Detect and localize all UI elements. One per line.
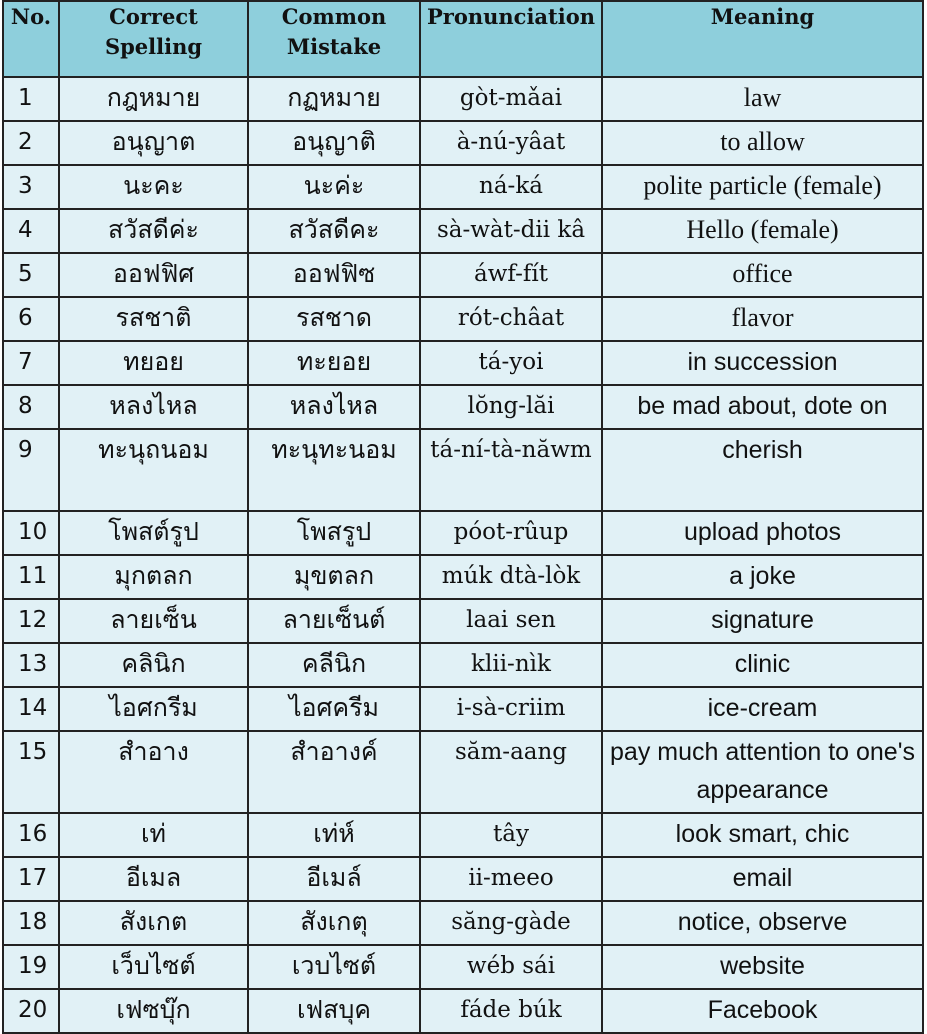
cell-correct-spelling: ออฟฟิศ <box>59 253 248 297</box>
cell-pronunciation: múk dtà-lòk <box>420 555 602 599</box>
header-no: No. <box>3 1 59 77</box>
header-correct-spelling: Correct Spelling <box>59 1 248 77</box>
cell-meaning: cherish <box>602 429 923 511</box>
table-row <box>3 731 923 813</box>
cell-meaning: signature <box>602 599 923 643</box>
cell-meaning: flavor <box>602 297 923 341</box>
cell-no: 14 <box>3 687 59 731</box>
cell-correct-spelling: สวัสดีค่ะ <box>59 209 248 253</box>
cell-correct-spelling: สำอาง <box>59 731 248 813</box>
cell-common-mistake: เท่ห์ <box>248 813 420 857</box>
table-row <box>3 165 923 209</box>
cell-no: 13 <box>3 643 59 687</box>
cell-pronunciation: klii-nìk <box>420 643 602 687</box>
cell-correct-spelling: ไอศกรีม <box>59 687 248 731</box>
cell-common-mistake: ลายเซ็นต์ <box>248 599 420 643</box>
cell-meaning: law <box>602 77 923 121</box>
cell-meaning: be mad about, dote on <box>602 385 923 429</box>
cell-correct-spelling: รสชาติ <box>59 297 248 341</box>
table-row <box>3 901 923 945</box>
cell-meaning: clinic <box>602 643 923 687</box>
cell-pronunciation: săng-gàde <box>420 901 602 945</box>
cell-correct-spelling: ลายเซ็น <box>59 599 248 643</box>
cell-common-mistake: ทะยอย <box>248 341 420 385</box>
cell-common-mistake: ออฟฟิซ <box>248 253 420 297</box>
cell-meaning: upload photos <box>602 511 923 555</box>
cell-correct-spelling: อนุญาต <box>59 121 248 165</box>
cell-common-mistake: สวัสดีคะ <box>248 209 420 253</box>
table-row <box>3 599 923 643</box>
cell-meaning: a joke <box>602 555 923 599</box>
table-row <box>3 643 923 687</box>
cell-meaning: ice-cream <box>602 687 923 731</box>
cell-meaning: pay much attention to one's appearance <box>602 731 923 813</box>
table-row <box>3 511 923 555</box>
thai-spelling-table <box>2 0 924 1034</box>
cell-common-mistake: สำอางค์ <box>248 731 420 813</box>
cell-common-mistake: เฟสบุค <box>248 989 420 1033</box>
cell-common-mistake: กฏหมาย <box>248 77 420 121</box>
cell-no: 19 <box>3 945 59 989</box>
cell-pronunciation: tá-yoi <box>420 341 602 385</box>
cell-no: 9 <box>3 429 59 511</box>
cell-meaning: look smart, chic <box>602 813 923 857</box>
table-row <box>3 341 923 385</box>
cell-pronunciation: ná-ká <box>420 165 602 209</box>
cell-common-mistake: เวบไซต์ <box>248 945 420 989</box>
cell-common-mistake: โพสรูป <box>248 511 420 555</box>
cell-no: 2 <box>3 121 59 165</box>
cell-no: 11 <box>3 555 59 599</box>
cell-meaning: polite particle (female) <box>602 165 923 209</box>
cell-pronunciation: săm-aang <box>420 731 602 813</box>
cell-meaning: to allow <box>602 121 923 165</box>
cell-pronunciation: tây <box>420 813 602 857</box>
cell-meaning: website <box>602 945 923 989</box>
cell-pronunciation: gòt-mǎai <box>420 77 602 121</box>
header-common-mistake: Common Mistake <box>248 1 420 77</box>
cell-correct-spelling: นะคะ <box>59 165 248 209</box>
cell-pronunciation: áwf-fít <box>420 253 602 297</box>
cell-correct-spelling: มุกตลก <box>59 555 248 599</box>
cell-correct-spelling: โพสต์รูป <box>59 511 248 555</box>
cell-no: 5 <box>3 253 59 297</box>
cell-correct-spelling: หลงไหล <box>59 385 248 429</box>
cell-no: 8 <box>3 385 59 429</box>
table-row <box>3 253 923 297</box>
cell-meaning: email <box>602 857 923 901</box>
table-row <box>3 385 923 429</box>
cell-no: 6 <box>3 297 59 341</box>
table-row <box>3 429 923 511</box>
table-row <box>3 857 923 901</box>
table-row <box>3 989 923 1033</box>
cell-pronunciation: ii-meeo <box>420 857 602 901</box>
cell-correct-spelling: ทะนุถนอม <box>59 429 248 511</box>
table-row <box>3 813 923 857</box>
cell-meaning: office <box>602 253 923 297</box>
cell-pronunciation: à-nú-yâat <box>420 121 602 165</box>
cell-pronunciation: rót-châat <box>420 297 602 341</box>
cell-no: 1 <box>3 77 59 121</box>
header-meaning: Meaning <box>602 1 923 77</box>
cell-pronunciation: laai sen <box>420 599 602 643</box>
table-row <box>3 209 923 253</box>
cell-no: 12 <box>3 599 59 643</box>
cell-common-mistake: อนุญาติ <box>248 121 420 165</box>
cell-correct-spelling: คลินิก <box>59 643 248 687</box>
cell-no: 3 <box>3 165 59 209</box>
cell-common-mistake: ไอศครีม <box>248 687 420 731</box>
cell-common-mistake: ทะนุทะนอม <box>248 429 420 511</box>
cell-pronunciation: fáde búk <box>420 989 602 1033</box>
header-pronunciation: Pronunciation <box>420 1 602 77</box>
cell-correct-spelling: อีเมล <box>59 857 248 901</box>
cell-correct-spelling: กฎหมาย <box>59 77 248 121</box>
table-body <box>3 77 923 1033</box>
cell-common-mistake: หลงไหล <box>248 385 420 429</box>
cell-no: 15 <box>3 731 59 813</box>
table-row <box>3 687 923 731</box>
cell-pronunciation: tá-ní-tà-năwm <box>420 429 602 511</box>
header-row <box>3 1 923 77</box>
cell-pronunciation: sà-wàt-dii kâ <box>420 209 602 253</box>
table-row <box>3 121 923 165</box>
cell-meaning: in succession <box>602 341 923 385</box>
cell-pronunciation: i-sà-criim <box>420 687 602 731</box>
cell-no: 20 <box>3 989 59 1033</box>
cell-correct-spelling: เท่ <box>59 813 248 857</box>
cell-no: 4 <box>3 209 59 253</box>
cell-correct-spelling: เฟซบุ๊ก <box>59 989 248 1033</box>
cell-no: 7 <box>3 341 59 385</box>
cell-no: 18 <box>3 901 59 945</box>
cell-common-mistake: นะค่ะ <box>248 165 420 209</box>
cell-common-mistake: รสชาด <box>248 297 420 341</box>
cell-correct-spelling: สังเกต <box>59 901 248 945</box>
cell-pronunciation: wéb sái <box>420 945 602 989</box>
table-row <box>3 945 923 989</box>
cell-no: 16 <box>3 813 59 857</box>
cell-common-mistake: มุขตลก <box>248 555 420 599</box>
table-row <box>3 77 923 121</box>
cell-no: 17 <box>3 857 59 901</box>
cell-meaning: Facebook <box>602 989 923 1033</box>
cell-pronunciation: lŏng-lăi <box>420 385 602 429</box>
cell-common-mistake: คลีนิก <box>248 643 420 687</box>
table-row <box>3 555 923 599</box>
table-row <box>3 297 923 341</box>
cell-meaning: notice, observe <box>602 901 923 945</box>
cell-pronunciation: póot-rûup <box>420 511 602 555</box>
cell-common-mistake: อีเมล์ <box>248 857 420 901</box>
cell-meaning: Hello (female) <box>602 209 923 253</box>
cell-common-mistake: สังเกตุ <box>248 901 420 945</box>
cell-correct-spelling: เว็บไซต์ <box>59 945 248 989</box>
cell-no: 10 <box>3 511 59 555</box>
cell-correct-spelling: ทยอย <box>59 341 248 385</box>
